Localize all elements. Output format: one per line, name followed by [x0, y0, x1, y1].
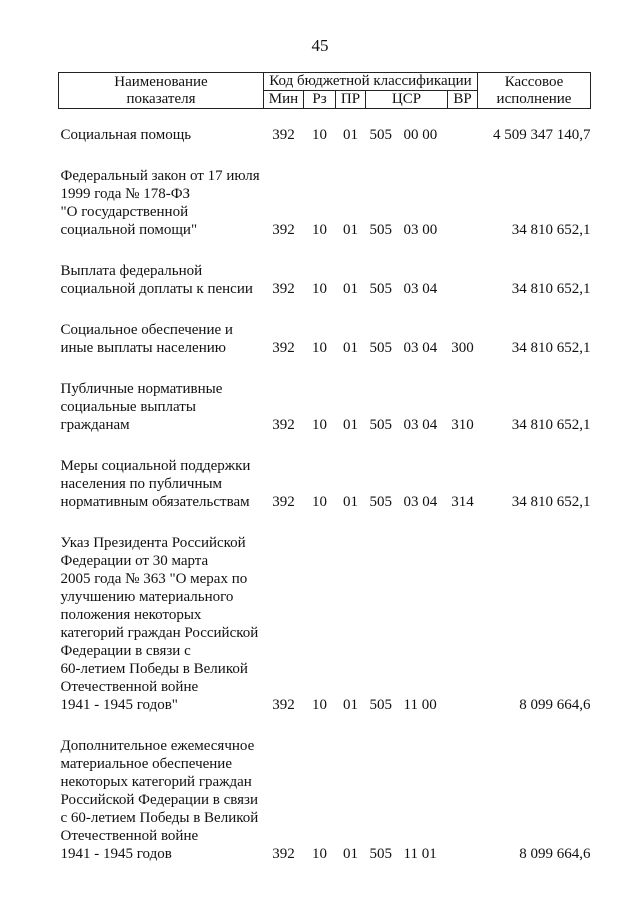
row-name-line: 1999 года № 178-ФЗ	[60, 186, 191, 202]
row-csr-subprogram: 03 00	[403, 222, 438, 238]
row-csr	[366, 457, 448, 511]
table-row	[59, 321, 591, 357]
row-csr	[366, 534, 448, 714]
row-name-line: "О государственной	[60, 204, 189, 220]
row-name-line: иные выплаты населению	[60, 340, 226, 356]
table-row	[59, 534, 591, 714]
row-name-line: нормативным обязательствам	[60, 494, 250, 510]
row-name-line: Отечественной войне	[60, 828, 199, 844]
row-csr-subprogram: 03 04	[403, 417, 438, 433]
row-csr-subprogram: 03 04	[403, 340, 438, 356]
row-cash: 4 509 347 140,7	[493, 127, 591, 143]
row-name-line: Отечественной войне	[60, 679, 199, 695]
row-spacer-cell	[59, 511, 591, 534]
row-pr: 01	[343, 222, 358, 238]
row-name-line: улучшению материального	[60, 589, 234, 605]
row-name-line: Дополнительное ежемесячное	[60, 738, 255, 754]
row-vr: 300	[451, 340, 474, 356]
table-row	[59, 380, 591, 434]
row-min: 392	[272, 697, 295, 713]
row-pr: 01	[343, 846, 358, 862]
row-name-line: Меры социальной поддержки	[60, 458, 251, 474]
row-min: 392	[272, 494, 295, 510]
table-row	[59, 126, 591, 144]
row-vr	[448, 126, 478, 144]
row-csr	[366, 262, 448, 298]
table-row	[59, 737, 591, 863]
row-spacer	[59, 109, 591, 127]
row-name-line: Публичные нормативные	[60, 381, 223, 397]
row-rz: 10	[312, 494, 327, 510]
row-name-line: положения некоторых	[60, 607, 202, 623]
row-cash: 8 099 664,6	[519, 846, 591, 862]
row-rz: 10	[312, 340, 327, 356]
row-pr: 01	[343, 417, 358, 433]
row-vr	[448, 167, 478, 239]
table-row	[59, 262, 591, 298]
row-vr	[448, 262, 478, 298]
row-name-line: Выплата федеральной	[60, 263, 203, 279]
header-name-line: Наименование	[114, 73, 208, 90]
row-spacer	[59, 144, 591, 167]
row-csr-program: 505	[369, 281, 392, 297]
row-vr: 310	[451, 417, 474, 433]
page-number: 45	[311, 36, 329, 55]
row-csr-subprogram: 00 00	[403, 127, 438, 143]
row-csr	[366, 380, 448, 434]
row-spacer-cell	[59, 239, 591, 262]
row-csr	[366, 167, 448, 239]
header-min: Мин	[264, 91, 304, 109]
row-csr-program: 505	[369, 127, 392, 143]
row-csr-subprogram: 11 01	[403, 846, 437, 862]
row-name-line: 1941 - 1945 годов	[60, 846, 172, 862]
row-vr: 314	[451, 494, 474, 510]
row-spacer	[59, 434, 591, 457]
row-min: 392	[272, 846, 295, 862]
row-name-line: социальные выплаты	[60, 399, 196, 415]
row-name-line: 60-летием Победы в Великой	[60, 661, 248, 677]
row-name	[59, 167, 264, 239]
row-name-line: социальной доплаты к пенсии	[60, 281, 253, 297]
row-name-line: Указ Президента Российской	[60, 535, 246, 551]
row-name-line: Российской Федерации в связи	[60, 792, 258, 808]
row-rz: 10	[312, 846, 327, 862]
header-pr: ПР	[336, 91, 366, 109]
row-spacer	[59, 357, 591, 380]
row-cash: 34 810 652,1	[511, 494, 591, 510]
row-spacer	[59, 298, 591, 321]
row-vr	[448, 534, 478, 714]
row-name	[59, 321, 264, 357]
row-spacer	[59, 714, 591, 737]
row-name-line: категорий граждан Российской	[60, 625, 259, 641]
row-name-line: материальное обеспечение	[60, 756, 232, 772]
row-min: 392	[272, 340, 295, 356]
row-name	[59, 534, 264, 714]
row-min: 392	[272, 417, 295, 433]
row-min: 392	[272, 222, 295, 238]
row-vr	[448, 737, 478, 863]
row-min: 392	[272, 281, 295, 297]
header-cash-line: исполнение	[496, 90, 572, 107]
row-name-line: с 60-летием Победы в Великой	[60, 810, 259, 826]
header-vr: ВР	[448, 91, 478, 109]
row-spacer-cell	[59, 714, 591, 737]
row-name-line: Социальное обеспечение и	[60, 322, 233, 338]
row-csr	[366, 737, 448, 863]
header-rz: Рз	[304, 91, 336, 109]
table-row	[59, 457, 591, 511]
row-spacer-cell	[59, 357, 591, 380]
row-csr	[366, 321, 448, 357]
row-csr-program: 505	[369, 222, 392, 238]
row-pr: 01	[343, 281, 358, 297]
row-name	[59, 126, 264, 144]
row-name-line: 2005 года № 363 "О мерах по	[60, 571, 248, 587]
row-csr-program: 505	[369, 697, 392, 713]
row-rz: 10	[312, 417, 327, 433]
row-spacer-cell	[59, 109, 591, 127]
row-name-line: гражданам	[60, 417, 130, 433]
row-min: 392	[272, 127, 295, 143]
row-spacer-cell	[59, 434, 591, 457]
table-body	[59, 109, 591, 864]
table-row	[59, 167, 591, 239]
row-name-line: Федеральный закон от 17 июля	[60, 168, 260, 184]
row-spacer-cell	[59, 144, 591, 167]
row-csr-program: 505	[369, 846, 392, 862]
row-name-line: 1941 - 1945 годов"	[60, 697, 178, 713]
header-cash-line: Кассовое	[504, 73, 564, 90]
row-name-line: социальной помощи"	[60, 222, 198, 238]
row-csr-subprogram: 03 04	[403, 494, 438, 510]
table-header	[59, 73, 591, 109]
row-rz: 10	[312, 127, 327, 143]
row-rz: 10	[312, 222, 327, 238]
row-name	[59, 262, 264, 298]
header-csr: ЦСР	[366, 91, 448, 109]
row-csr-subprogram: 11 00	[403, 697, 437, 713]
row-name-line: Федерации в связи с	[60, 643, 191, 659]
row-cash: 34 810 652,1	[511, 417, 591, 433]
row-name-line: населения по публичным	[60, 476, 223, 492]
row-csr	[366, 126, 448, 144]
row-cash: 34 810 652,1	[511, 340, 591, 356]
row-csr-program: 505	[369, 340, 392, 356]
row-pr: 01	[343, 127, 358, 143]
row-cash: 34 810 652,1	[511, 281, 591, 297]
row-name-line: Социальная помощь	[60, 127, 192, 143]
row-name	[59, 457, 264, 511]
header-code-group: Код бюджетной классификации	[264, 73, 478, 91]
header-name-line: показателя	[126, 90, 196, 107]
row-name	[59, 737, 264, 863]
header-cash	[478, 73, 591, 109]
row-name-line: некоторых категорий граждан	[60, 774, 252, 790]
budget-table	[58, 72, 591, 863]
row-rz: 10	[312, 281, 327, 297]
row-name	[59, 380, 264, 434]
row-csr-program: 505	[369, 494, 392, 510]
row-pr: 01	[343, 340, 358, 356]
row-spacer-cell	[59, 298, 591, 321]
row-name-line: Федерации от 30 марта	[60, 553, 209, 569]
header-name	[59, 73, 264, 109]
row-pr: 01	[343, 494, 358, 510]
row-spacer	[59, 239, 591, 262]
row-csr-subprogram: 03 04	[403, 281, 438, 297]
row-cash: 34 810 652,1	[511, 222, 591, 238]
row-rz: 10	[312, 697, 327, 713]
row-pr: 01	[343, 697, 358, 713]
row-spacer	[59, 511, 591, 534]
row-cash: 8 099 664,6	[519, 697, 591, 713]
row-csr-program: 505	[369, 417, 392, 433]
